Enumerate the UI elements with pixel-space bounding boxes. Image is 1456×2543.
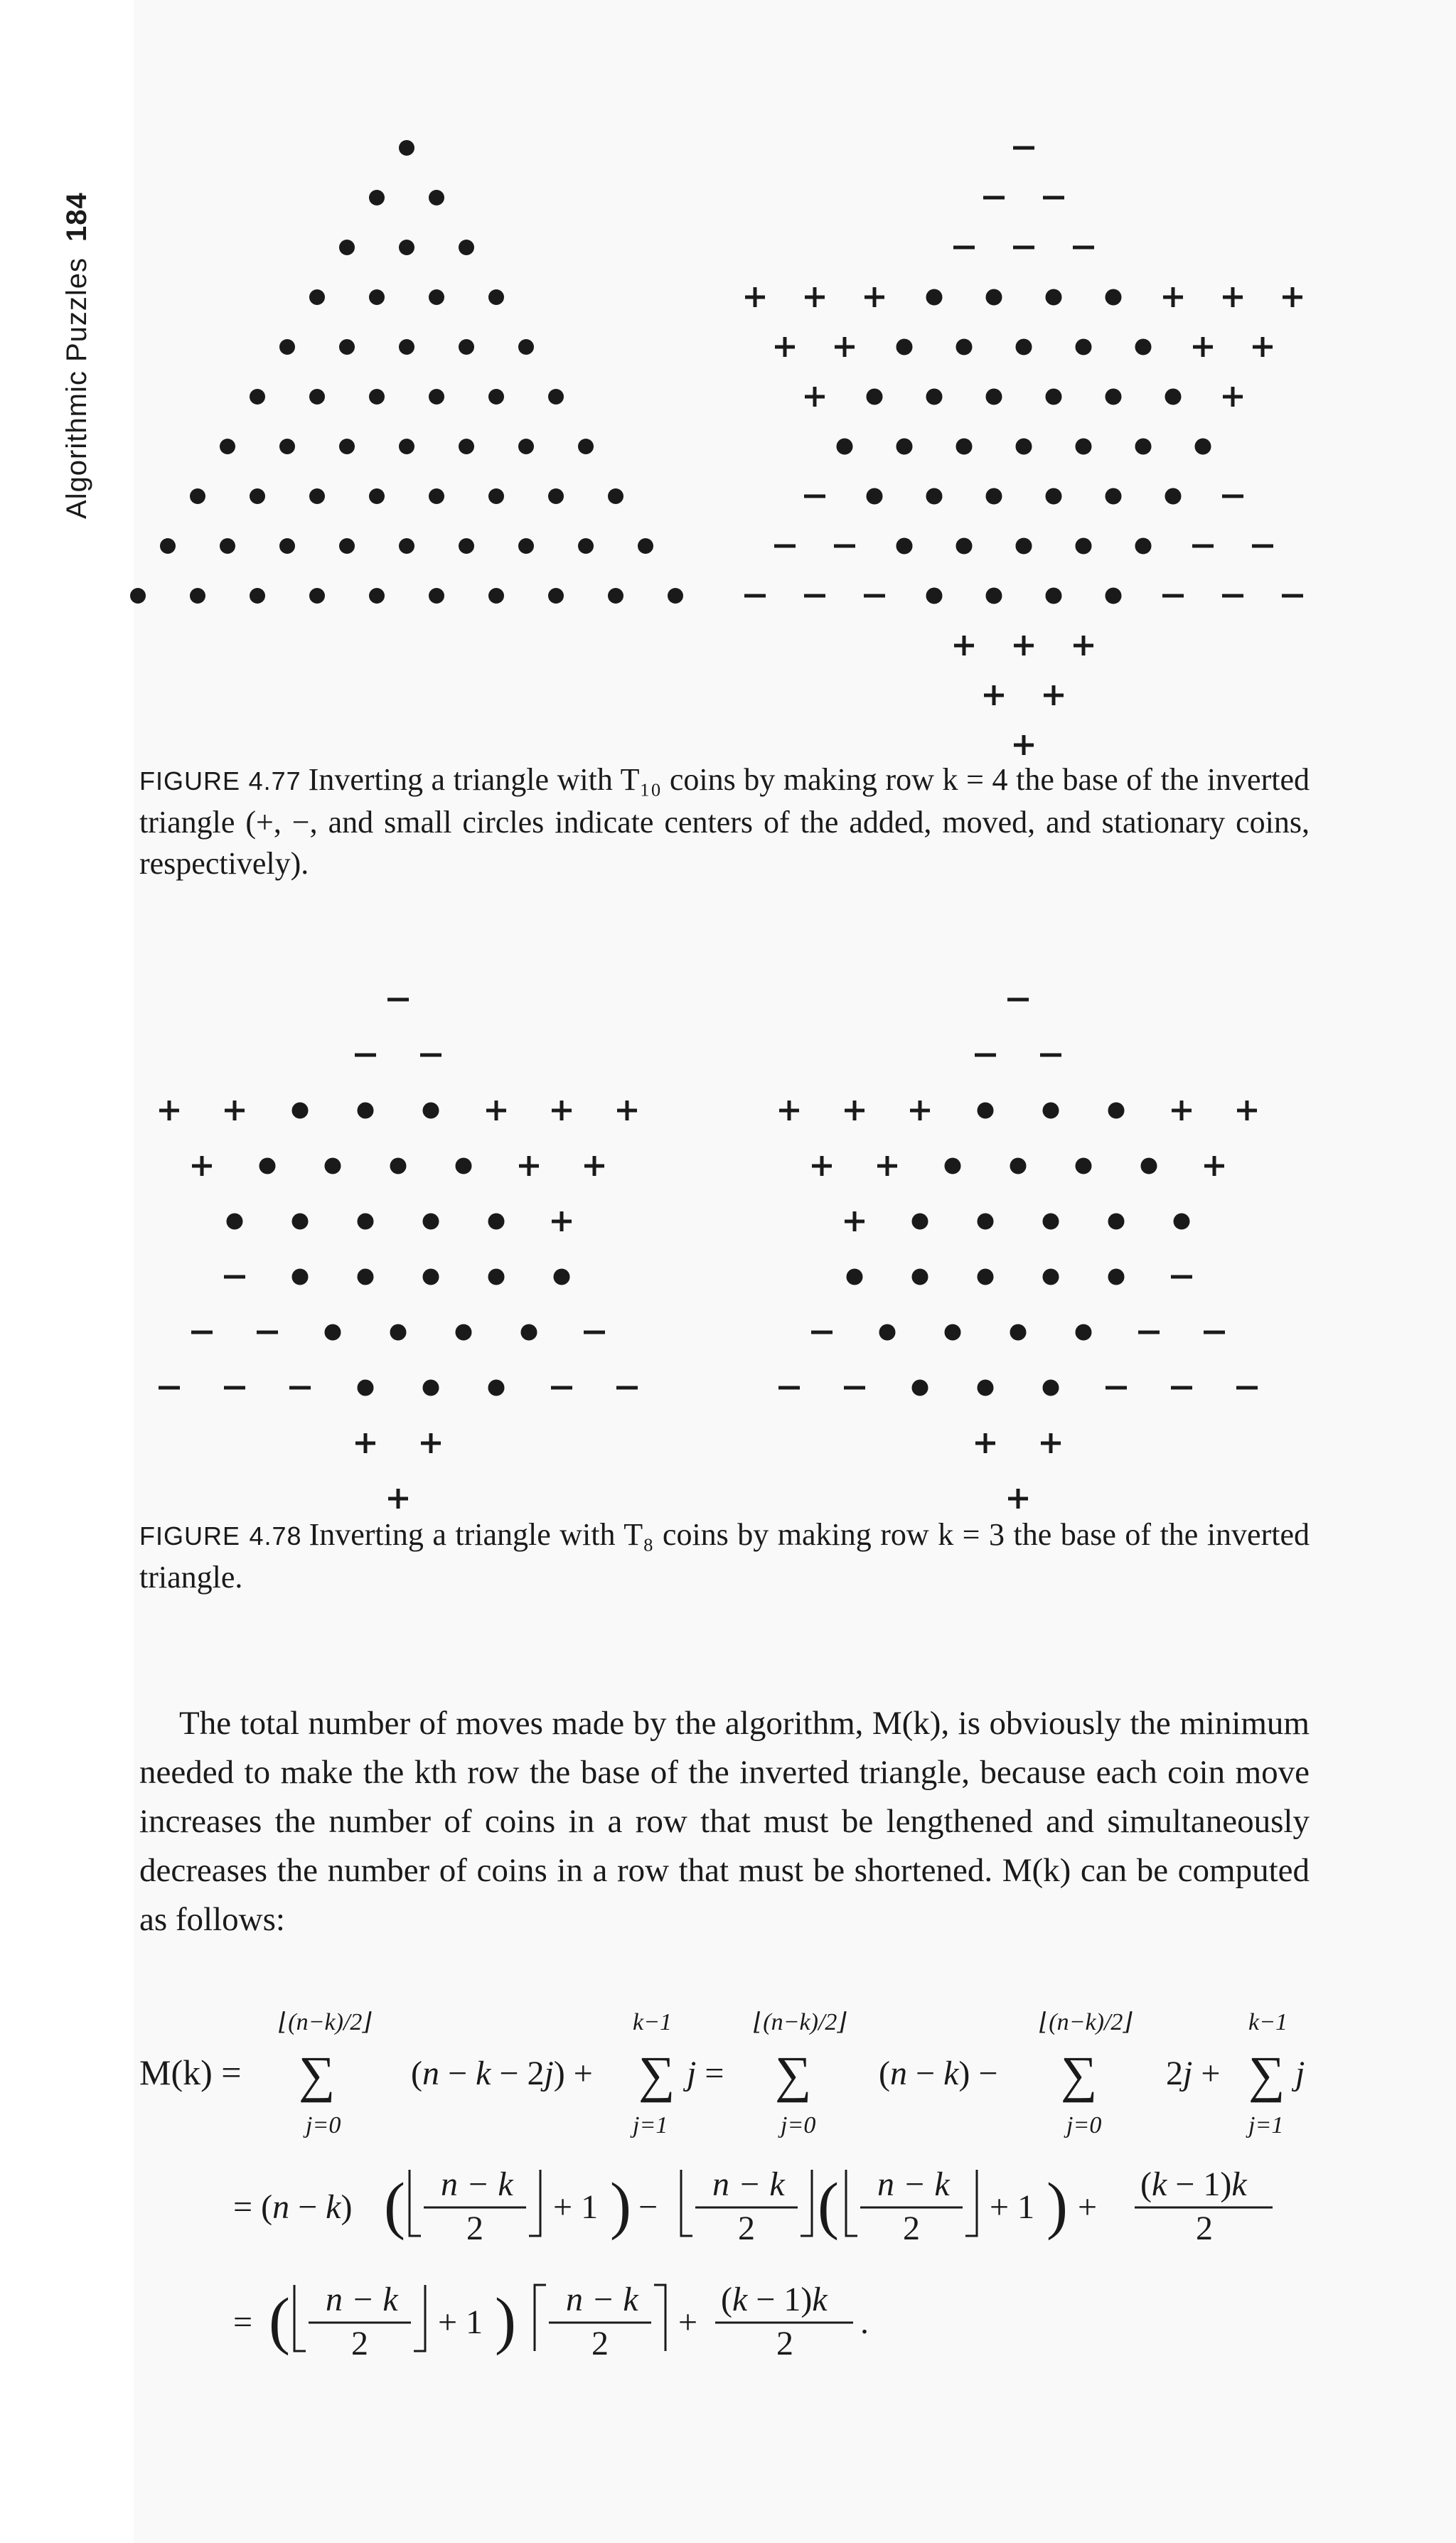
f78-right-stationary-coin: [912, 1214, 928, 1229]
f78-right-stationary-coin: [1010, 1158, 1026, 1174]
svg-text:): ): [495, 2286, 516, 2356]
f77-left-stationary-coin: [220, 538, 235, 554]
sum1-upper: ⌊(n−k)/2⌋: [279, 2009, 372, 2035]
f77-right-stationary-coin: [956, 339, 972, 355]
f77-right-stationary-coin: [956, 439, 972, 454]
f78-left-stationary-coin: [292, 1214, 308, 1229]
f77-right-stationary-coin: [1135, 439, 1151, 454]
svg-text:(k − 1)k: (k − 1)k: [1140, 2165, 1247, 2203]
f77-right-added-coin: [954, 636, 974, 655]
sum2-upper: k−1: [633, 2009, 673, 2035]
figure-4-77-inverted-triangle: [744, 148, 1303, 755]
f78-right-stationary-coin: [1108, 1103, 1124, 1118]
f77-right-stationary-coin: [896, 538, 912, 554]
f78-left-stationary-coin: [488, 1214, 504, 1229]
f78-right-added-coin: [877, 1156, 897, 1176]
sum5-lower: j=1: [1248, 2112, 1284, 2138]
svg-text:+ 1: + 1: [990, 2188, 1035, 2226]
f78-left-stationary-coin: [358, 1269, 373, 1285]
svg-text:n − k: n − k: [566, 2281, 638, 2318]
svg-text:2: 2: [738, 2210, 755, 2247]
svg-text:+: +: [678, 2303, 698, 2341]
sum4-lower: j=0: [1066, 2112, 1102, 2138]
sum1-lower: j=0: [306, 2112, 341, 2138]
f77-right-stationary-coin: [1076, 538, 1091, 554]
f77-right-added-coin: [1044, 685, 1064, 705]
f77-left-stationary-coin: [339, 240, 355, 255]
sum4-term: 2j +: [1166, 2055, 1221, 2092]
figure-4-77: [0, 121, 1456, 761]
f77-left-stationary-coin: [160, 538, 176, 554]
svg-text:): ): [610, 2170, 631, 2241]
f77-left-stationary-coin: [279, 538, 295, 554]
f78-left-stationary-coin: [488, 1269, 504, 1285]
f78-right-stationary-coin: [1076, 1324, 1091, 1340]
svg-text:n − k: n − k: [441, 2165, 513, 2203]
f77-left-stationary-coin: [518, 439, 534, 454]
f77-right-stationary-coin: [1046, 488, 1061, 504]
f78-right-added-coin: [1172, 1101, 1192, 1120]
f77-right-added-coin: [1223, 387, 1243, 407]
f78-right-stationary-coin: [912, 1380, 928, 1396]
f78-right-added-coin: [812, 1156, 832, 1176]
svg-text:): ): [1046, 2170, 1068, 2241]
f78-right-stationary-coin: [978, 1103, 993, 1118]
f77-left-stationary-coin: [548, 588, 564, 604]
f78-left-added-coin: [552, 1101, 572, 1120]
running-head-title: Algorithmic Puzzles: [61, 257, 92, 519]
f78-right-stationary-coin: [978, 1269, 993, 1285]
f78-left-added-coin: [552, 1211, 572, 1231]
body-paragraph: [139, 1699, 1310, 1944]
f77-right-added-coin: [745, 287, 765, 307]
sum5-upper: k−1: [1248, 2009, 1288, 2035]
sum3-upper: ⌊(n−k)/2⌋: [754, 2009, 847, 2035]
figure-4-78-right-diagram: [778, 1000, 1258, 1509]
f78-left-stationary-coin: [259, 1158, 275, 1174]
f78-right-added-coin: [845, 1211, 864, 1231]
f77-right-stationary-coin: [1135, 538, 1151, 554]
f77-right-stationary-coin: [926, 488, 942, 504]
sum4-sigma: ∑: [1061, 2046, 1098, 2103]
svg-text:(: (: [384, 2170, 405, 2241]
f77-left-stationary-coin: [488, 488, 504, 504]
svg-text:n − k: n − k: [877, 2165, 950, 2203]
f77-right-stationary-coin: [896, 339, 912, 355]
f77-left-stationary-coin: [190, 488, 205, 504]
f78-right-stationary-coin: [1010, 1324, 1026, 1340]
f77-right-added-coin: [805, 387, 825, 407]
f78-left-stationary-coin: [292, 1103, 308, 1118]
f78-left-stationary-coin: [358, 1214, 373, 1229]
f78-left-added-coin: [388, 1489, 408, 1509]
sum2-lower: j=1: [633, 2112, 668, 2138]
f77-left-stationary-coin: [369, 488, 385, 504]
f77-left-stationary-coin: [459, 339, 474, 355]
f78-right-stationary-coin: [1174, 1214, 1189, 1229]
f78-right-added-coin: [975, 1433, 995, 1453]
f77-right-stationary-coin: [1016, 538, 1032, 554]
svg-text:2: 2: [351, 2325, 368, 2362]
f77-left-stationary-coin: [488, 389, 504, 405]
f78-right-stationary-coin: [879, 1324, 895, 1340]
f77-right-stationary-coin: [986, 389, 1002, 405]
svg-text:= (n − k): = (n − k): [233, 2188, 353, 2226]
f78-right-added-coin: [1041, 1433, 1061, 1453]
f78-left-stationary-coin: [390, 1324, 406, 1340]
sum1-sigma: ∑: [299, 2046, 336, 2103]
figure-4-78: [0, 960, 1456, 1529]
f77-left-stationary-coin: [608, 588, 623, 604]
f78-left-stationary-coin: [358, 1380, 373, 1396]
f77-left-stationary-coin: [548, 488, 564, 504]
sum5-term: j: [1295, 2055, 1305, 2092]
f77-right-stationary-coin: [867, 389, 882, 405]
f77-left-stationary-coin: [339, 439, 355, 454]
f77-left-stationary-coin: [608, 488, 623, 504]
f77-left-stationary-coin: [399, 240, 414, 255]
f78-right-stationary-coin: [1043, 1380, 1059, 1396]
svg-text:=: =: [233, 2303, 253, 2341]
f78-left-stationary-coin: [423, 1269, 439, 1285]
f77-right-added-coin: [1283, 287, 1302, 307]
f78-left-stationary-coin: [325, 1158, 341, 1174]
f77-right-added-coin: [775, 337, 795, 357]
f77-left-stationary-coin: [369, 389, 385, 405]
f78-left-added-coin: [192, 1156, 212, 1176]
f77-left-stationary-coin: [578, 439, 594, 454]
f77-right-stationary-coin: [1046, 588, 1061, 604]
f77-right-stationary-coin: [956, 538, 972, 554]
f78-left-stationary-coin: [423, 1380, 439, 1396]
figure-4-77-original-triangle: [130, 140, 683, 604]
f77-right-added-coin: [1223, 287, 1243, 307]
svg-text:2: 2: [466, 2210, 483, 2247]
f77-right-stationary-coin: [986, 488, 1002, 504]
f77-right-added-coin: [835, 337, 855, 357]
sum4-upper: ⌊(n−k)/2⌋: [1039, 2009, 1133, 2035]
page-number: 184: [61, 192, 92, 242]
f77-left-stationary-coin: [339, 339, 355, 355]
f78-left-stationary-coin: [227, 1214, 242, 1229]
f77-right-added-coin: [1163, 287, 1183, 307]
f77-left-stationary-coin: [190, 588, 205, 604]
f77-right-added-coin: [984, 685, 1004, 705]
figure-4-78-label: FIGURE 4.78: [139, 1521, 302, 1551]
svg-text:n − k: n − k: [712, 2165, 785, 2203]
svg-text:(k − 1)k: (k − 1)k: [721, 2281, 828, 2318]
f77-right-stationary-coin: [1135, 339, 1151, 355]
f77-right-stationary-coin: [1046, 289, 1061, 305]
f77-right-stationary-coin: [986, 588, 1002, 604]
f77-right-stationary-coin: [1106, 289, 1121, 305]
f78-left-added-coin: [421, 1433, 441, 1453]
f77-left-stationary-coin: [369, 190, 385, 205]
f77-left-stationary-coin: [668, 588, 683, 604]
f78-right-added-coin: [1204, 1156, 1224, 1176]
f78-right-added-coin: [845, 1101, 864, 1120]
f78-left-stationary-coin: [325, 1324, 341, 1340]
figure-4-77-caption-text: Inverting a triangle with T₁₀ coins by making row k = 4 the base of the inverted triangle (+, −, and small circles indicate centers of the added, moved, and stationary coins, respectively).: [139, 762, 1310, 881]
f77-left-stationary-coin: [250, 488, 265, 504]
f77-left-stationary-coin: [429, 588, 444, 604]
f77-right-stationary-coin: [1106, 488, 1121, 504]
figure-4-77-caption: [139, 759, 1310, 884]
f77-left-stationary-coin: [279, 439, 295, 454]
f77-right-added-coin: [1074, 636, 1093, 655]
f77-left-stationary-coin: [399, 339, 414, 355]
f78-left-added-coin: [486, 1101, 506, 1120]
f78-left-stationary-coin: [292, 1269, 308, 1285]
f78-left-added-coin: [617, 1101, 637, 1120]
f77-right-stationary-coin: [1076, 339, 1091, 355]
f77-right-stationary-coin: [926, 289, 942, 305]
f77-left-stationary-coin: [578, 538, 594, 554]
f78-left-stationary-coin: [423, 1103, 439, 1118]
paragraph-text: The total number of moves made by the algorithm, M(k), is obviously the minimum needed to make the kth row the base of the inverted triangle, because each coin move increases the number of coins in a row that must be lengthened and simultaneously decreases the number of coins in a row that must be shortened. M(k) can be computed as follows:: [139, 1705, 1310, 1938]
f77-left-stationary-coin: [399, 439, 414, 454]
f77-right-stationary-coin: [986, 289, 1002, 305]
f77-right-stationary-coin: [867, 488, 882, 504]
f77-left-stationary-coin: [399, 538, 414, 554]
svg-text:n − k: n − k: [326, 2281, 398, 2318]
f77-right-added-coin: [1014, 735, 1034, 755]
f78-left-stationary-coin: [358, 1103, 373, 1118]
f77-left-stationary-coin: [309, 488, 325, 504]
sum5-sigma: ∑: [1248, 2046, 1285, 2103]
f77-left-stationary-coin: [638, 538, 653, 554]
f77-left-stationary-coin: [250, 389, 265, 405]
f77-left-stationary-coin: [518, 538, 534, 554]
f78-right-added-coin: [1008, 1489, 1028, 1509]
f77-right-stationary-coin: [1106, 588, 1121, 604]
f78-left-stationary-coin: [456, 1158, 471, 1174]
f77-left-stationary-coin: [279, 339, 295, 355]
f77-right-stationary-coin: [1106, 389, 1121, 405]
equation-lhs: M(k) =: [139, 2052, 242, 2092]
sum2-sigma: ∑: [638, 2046, 675, 2103]
f78-right-stationary-coin: [1108, 1214, 1124, 1229]
sum1-term: (n − k − 2j) +: [411, 2055, 593, 2092]
f78-left-added-coin: [225, 1101, 245, 1120]
f78-right-stationary-coin: [945, 1324, 960, 1340]
f78-right-stationary-coin: [912, 1269, 928, 1285]
f77-right-stationary-coin: [1165, 389, 1181, 405]
f78-right-added-coin: [779, 1101, 799, 1120]
f78-right-stationary-coin: [978, 1380, 993, 1396]
sum3-lower: j=0: [781, 2112, 816, 2138]
f78-right-stationary-coin: [1076, 1158, 1091, 1174]
f78-left-stationary-coin: [488, 1380, 504, 1396]
f78-left-added-coin: [159, 1101, 179, 1120]
f78-left-added-coin: [584, 1156, 604, 1176]
sum3-term: (n − k) −: [879, 2055, 998, 2092]
f77-left-stationary-coin: [459, 439, 474, 454]
f77-left-stationary-coin: [339, 538, 355, 554]
f77-left-stationary-coin: [429, 389, 444, 405]
f77-right-added-coin: [805, 287, 825, 307]
svg-text:2: 2: [903, 2210, 920, 2247]
svg-text:.: .: [860, 2303, 869, 2341]
f78-left-stationary-coin: [423, 1214, 439, 1229]
svg-text:2: 2: [1196, 2210, 1213, 2247]
f77-right-stationary-coin: [926, 389, 942, 405]
f78-left-stationary-coin: [390, 1158, 406, 1174]
f77-left-stationary-coin: [459, 538, 474, 554]
f77-left-stationary-coin: [309, 389, 325, 405]
f78-right-added-coin: [1237, 1101, 1257, 1120]
f78-right-stationary-coin: [1043, 1214, 1059, 1229]
f78-right-stationary-coin: [1043, 1269, 1059, 1285]
svg-text:+ 1: + 1: [438, 2303, 483, 2341]
f78-right-stationary-coin: [1141, 1158, 1157, 1174]
f77-right-stationary-coin: [837, 439, 852, 454]
f77-right-stationary-coin: [1046, 389, 1061, 405]
f78-left-stationary-coin: [554, 1269, 569, 1285]
f77-left-stationary-coin: [369, 588, 385, 604]
f77-right-stationary-coin: [1016, 339, 1032, 355]
svg-text:2: 2: [592, 2325, 609, 2362]
f77-right-added-coin: [1014, 636, 1034, 655]
f77-right-added-coin: [1193, 337, 1213, 357]
svg-text:2: 2: [776, 2325, 793, 2362]
svg-text:−: −: [638, 2188, 658, 2226]
equation-block: [0, 2005, 1456, 2446]
f77-left-stationary-coin: [429, 190, 444, 205]
f78-left-stationary-coin: [456, 1324, 471, 1340]
f77-right-stationary-coin: [896, 439, 912, 454]
f77-right-stationary-coin: [1016, 439, 1032, 454]
figure-4-78-caption-text: Inverting a triangle with T₈ coins by making row k = 3 the base of the inverted triangle.: [139, 1517, 1310, 1595]
f77-right-stationary-coin: [1195, 439, 1211, 454]
equation-line3: [233, 2281, 869, 2362]
svg-text:(: (: [818, 2170, 839, 2241]
f78-left-added-coin: [519, 1156, 539, 1176]
figure-4-78-left-diagram: [159, 1000, 638, 1509]
f77-left-stationary-coin: [220, 439, 235, 454]
f77-left-stationary-coin: [429, 488, 444, 504]
svg-text:+: +: [1078, 2188, 1098, 2226]
f77-right-stationary-coin: [1165, 488, 1181, 504]
f77-left-stationary-coin: [130, 588, 146, 604]
f77-right-added-coin: [1253, 337, 1273, 357]
f78-right-stationary-coin: [1108, 1269, 1124, 1285]
f77-left-stationary-coin: [548, 389, 564, 405]
f77-left-stationary-coin: [488, 289, 504, 305]
f78-right-stationary-coin: [1043, 1103, 1059, 1118]
f78-right-stationary-coin: [847, 1269, 862, 1285]
figure-4-77-label: FIGURE 4.77: [139, 766, 301, 796]
f77-left-stationary-coin: [309, 289, 325, 305]
f77-left-stationary-coin: [518, 339, 534, 355]
f78-right-stationary-coin: [945, 1158, 960, 1174]
f77-left-stationary-coin: [369, 289, 385, 305]
f78-left-stationary-coin: [521, 1324, 537, 1340]
f77-right-stationary-coin: [926, 588, 942, 604]
f78-left-added-coin: [355, 1433, 375, 1453]
svg-text:+ 1: + 1: [553, 2188, 599, 2226]
f77-right-stationary-coin: [1076, 439, 1091, 454]
f77-right-added-coin: [864, 287, 884, 307]
f77-left-stationary-coin: [429, 289, 444, 305]
f78-right-added-coin: [910, 1101, 930, 1120]
f77-left-stationary-coin: [309, 588, 325, 604]
svg-text:(: (: [269, 2286, 290, 2356]
f77-left-stationary-coin: [399, 140, 414, 156]
figure-4-78-caption: [139, 1514, 1310, 1598]
f77-left-stationary-coin: [250, 588, 265, 604]
f78-right-stationary-coin: [978, 1214, 993, 1229]
equation-line2: [233, 2165, 1273, 2247]
f77-left-stationary-coin: [459, 240, 474, 255]
sum3-sigma: ∑: [775, 2046, 812, 2103]
sum2-term: j =: [687, 2055, 724, 2092]
f77-left-stationary-coin: [488, 588, 504, 604]
